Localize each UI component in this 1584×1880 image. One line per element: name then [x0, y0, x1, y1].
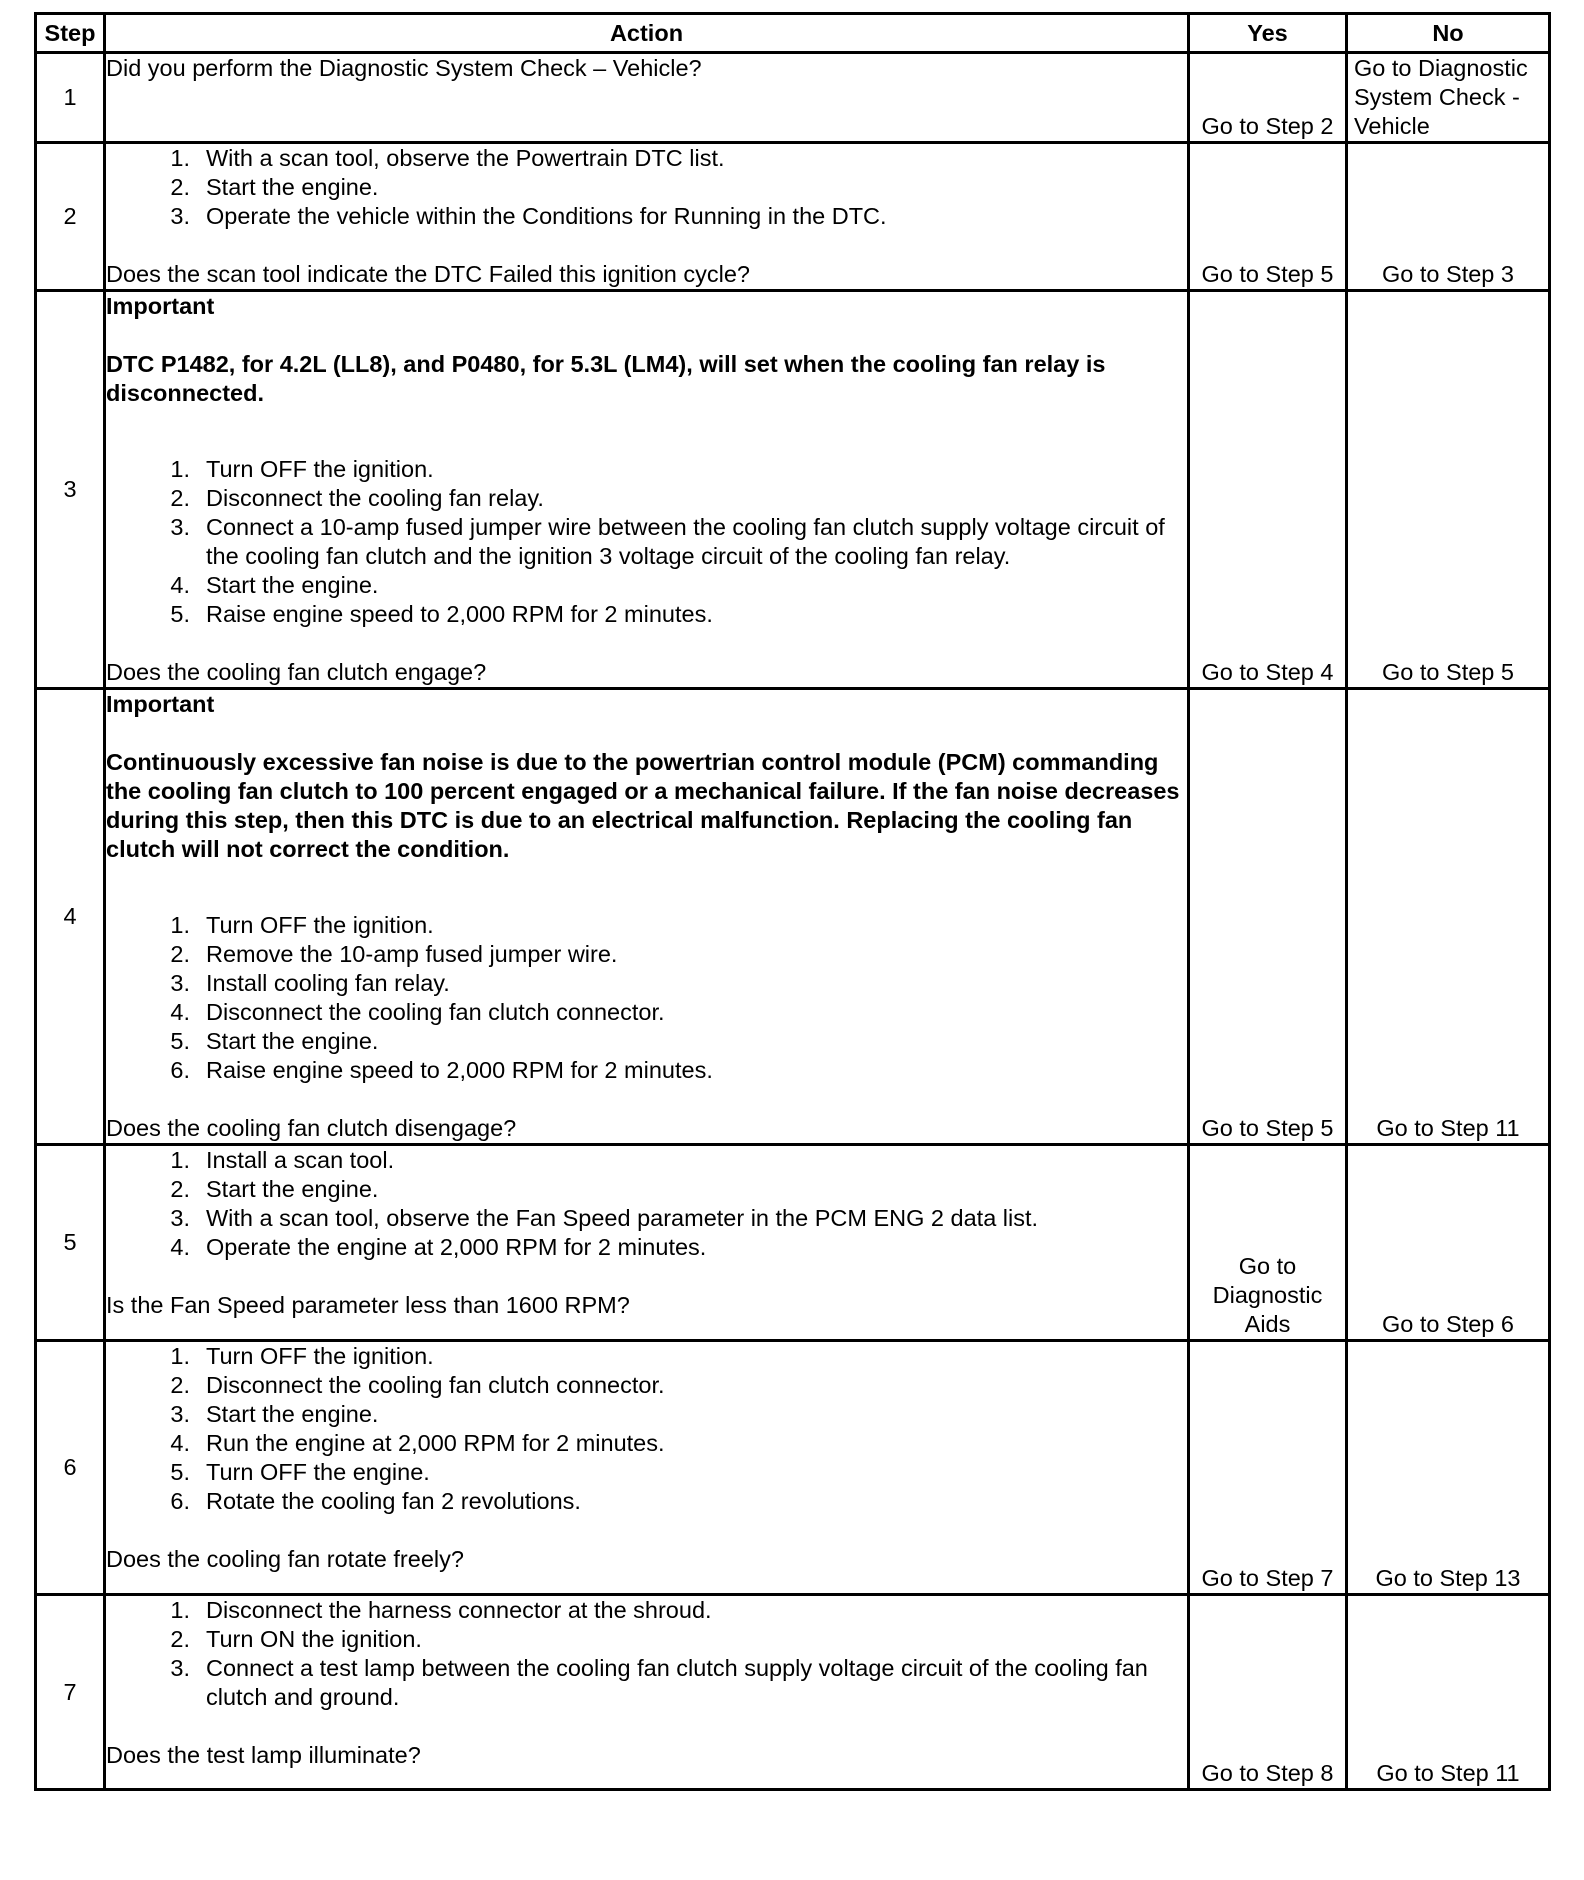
action-cell	[105, 143, 1189, 291]
procedure-item: 5. Turn OFF the engine.	[170, 1459, 430, 1485]
procedure-item: 4. Operate the engine at 2,000 RPM for 2 minutes.	[170, 1234, 707, 1260]
header-no: No	[1347, 14, 1550, 53]
step-number: 7	[36, 1595, 105, 1790]
header-step: Step	[36, 14, 105, 53]
no-result: Go to Step 11	[1347, 689, 1550, 1145]
procedure-item: 1. Turn OFF the ignition.	[170, 1343, 434, 1369]
procedure-item: 2. Remove the 10-amp fused jumper wire.	[170, 941, 618, 967]
step-number: 4	[36, 689, 105, 1145]
procedure-item: 3. Connect a 10-amp fused jumper wire between the cooling fan clutch supply voltage circuit of the cooling fan clutch and the ignition 3 voltage circuit of the cooling fan relay.	[170, 514, 1165, 569]
table-row-step-5	[36, 1145, 1550, 1341]
no-result: Go to Step 5	[1347, 291, 1550, 689]
procedure-item: 2. Disconnect the cooling fan relay.	[170, 485, 544, 511]
header-action: Action	[105, 14, 1189, 53]
procedure-item: 2. Turn ON the ignition.	[170, 1626, 422, 1652]
procedure-item: 2. Start the engine.	[170, 1176, 379, 1202]
yes-result: Go to Diagnostic Aids	[1189, 1145, 1347, 1341]
yes-result: Go to Step 2	[1189, 53, 1347, 143]
step-number: 5	[36, 1145, 105, 1341]
no-result: Go to Step 11	[1347, 1595, 1550, 1790]
question-text: Does the cooling fan clutch engage?	[106, 659, 487, 685]
important-note: DTC P1482, for 4.2L (LL8), and P0480, for 5.3L (LM4), will set when the cooling fan relay is disconnected.	[106, 351, 1106, 406]
procedure-list	[106, 1146, 1187, 1262]
diagnostic-table	[34, 12, 1551, 1791]
no-result: Go to Step 13	[1347, 1341, 1550, 1595]
question-text: Does the test lamp illuminate?	[106, 1742, 421, 1768]
table-row-step-1	[36, 53, 1550, 143]
procedure-item: 5. Start the engine.	[170, 1028, 379, 1054]
table-row-step-6	[36, 1341, 1550, 1595]
header-yes: Yes	[1189, 14, 1347, 53]
yes-result: Go to Step 8	[1189, 1595, 1347, 1790]
question-text: Does the scan tool indicate the DTC Failed this ignition cycle?	[106, 261, 750, 287]
procedure-list	[106, 1342, 1187, 1516]
procedure-item: 3. Start the engine.	[170, 1401, 379, 1427]
procedure-item: 4. Start the engine.	[170, 572, 379, 598]
question-text: Is the Fan Speed parameter less than 1600 RPM?	[106, 1292, 630, 1318]
yes-result: Go to Step 4	[1189, 291, 1347, 689]
procedure-item: 6. Rotate the cooling fan 2 revolutions.	[170, 1488, 581, 1514]
important-note: Continuously excessive fan noise is due to the powertrian control module (PCM) commanding the cooling fan clutch to 100 percent engaged or a mechanical failure. If the fan noise decreases during this step, then this DTC is due to an electrical malfunction. Replacing the cooling fan clutch will not correct the condition.	[106, 749, 1180, 862]
yes-result: Go to Step 7	[1189, 1341, 1347, 1595]
procedure-item: 3. Connect a test lamp between the cooling fan clutch supply voltage circuit of the cooling fan clutch and ground.	[170, 1655, 1148, 1710]
diagnostic-document	[34, 12, 1548, 1791]
procedure-item: 2. Start the engine.	[170, 174, 379, 200]
procedure-item: 5. Raise engine speed to 2,000 RPM for 2 minutes.	[170, 601, 713, 627]
action-cell	[105, 1145, 1189, 1341]
action-cell	[105, 291, 1189, 689]
procedure-item: 1. Turn OFF the ignition.	[170, 456, 434, 482]
procedure-item: 2. Disconnect the cooling fan clutch connector.	[170, 1372, 665, 1398]
action-cell	[105, 1595, 1189, 1790]
table-row-step-7	[36, 1595, 1550, 1790]
procedure-item: 1. Turn OFF the ignition.	[170, 912, 434, 938]
important-label: Important	[106, 293, 215, 319]
table-row-step-2	[36, 143, 1550, 291]
action-cell	[105, 1341, 1189, 1595]
step-number: 6	[36, 1341, 105, 1595]
procedure-item: 3. Install cooling fan relay.	[170, 970, 450, 996]
procedure-list	[106, 455, 1187, 629]
step-number: 3	[36, 291, 105, 689]
question-text: Does the cooling fan rotate freely?	[106, 1546, 464, 1572]
procedure-item: 1. Install a scan tool.	[170, 1147, 395, 1173]
procedure-item: 3. Operate the vehicle within the Conditions for Running in the DTC.	[170, 203, 887, 229]
procedure-list	[106, 144, 1187, 231]
table-row-step-4	[36, 689, 1550, 1145]
table-row-step-3	[36, 291, 1550, 689]
procedure-item: 4. Run the engine at 2,000 RPM for 2 minutes.	[170, 1430, 665, 1456]
procedure-item: 4. Disconnect the cooling fan clutch connector.	[170, 999, 665, 1025]
procedure-list	[106, 911, 1187, 1085]
no-result: Go to Diagnostic System Check - Vehicle	[1347, 53, 1550, 143]
procedure-item: 1. Disconnect the harness connector at the shroud.	[170, 1597, 712, 1623]
yes-result: Go to Step 5	[1189, 143, 1347, 291]
no-result: Go to Step 3	[1347, 143, 1550, 291]
step-number: 2	[36, 143, 105, 291]
action-cell	[105, 689, 1189, 1145]
action-cell	[105, 53, 1189, 143]
question-text: Did you perform the Diagnostic System Check – Vehicle?	[106, 55, 702, 81]
procedure-item: 3. With a scan tool, observe the Fan Speed parameter in the PCM ENG 2 data list.	[170, 1205, 1039, 1231]
procedure-item: 1. With a scan tool, observe the Powertrain DTC list.	[170, 145, 725, 171]
header-row	[36, 14, 1550, 53]
step-number: 1	[36, 53, 105, 143]
yes-result: Go to Step 5	[1189, 689, 1347, 1145]
important-label: Important	[106, 691, 215, 717]
question-text: Does the cooling fan clutch disengage?	[106, 1115, 517, 1141]
procedure-item: 6. Raise engine speed to 2,000 RPM for 2 minutes.	[170, 1057, 713, 1083]
no-result: Go to Step 6	[1347, 1145, 1550, 1341]
procedure-list	[106, 1596, 1187, 1712]
